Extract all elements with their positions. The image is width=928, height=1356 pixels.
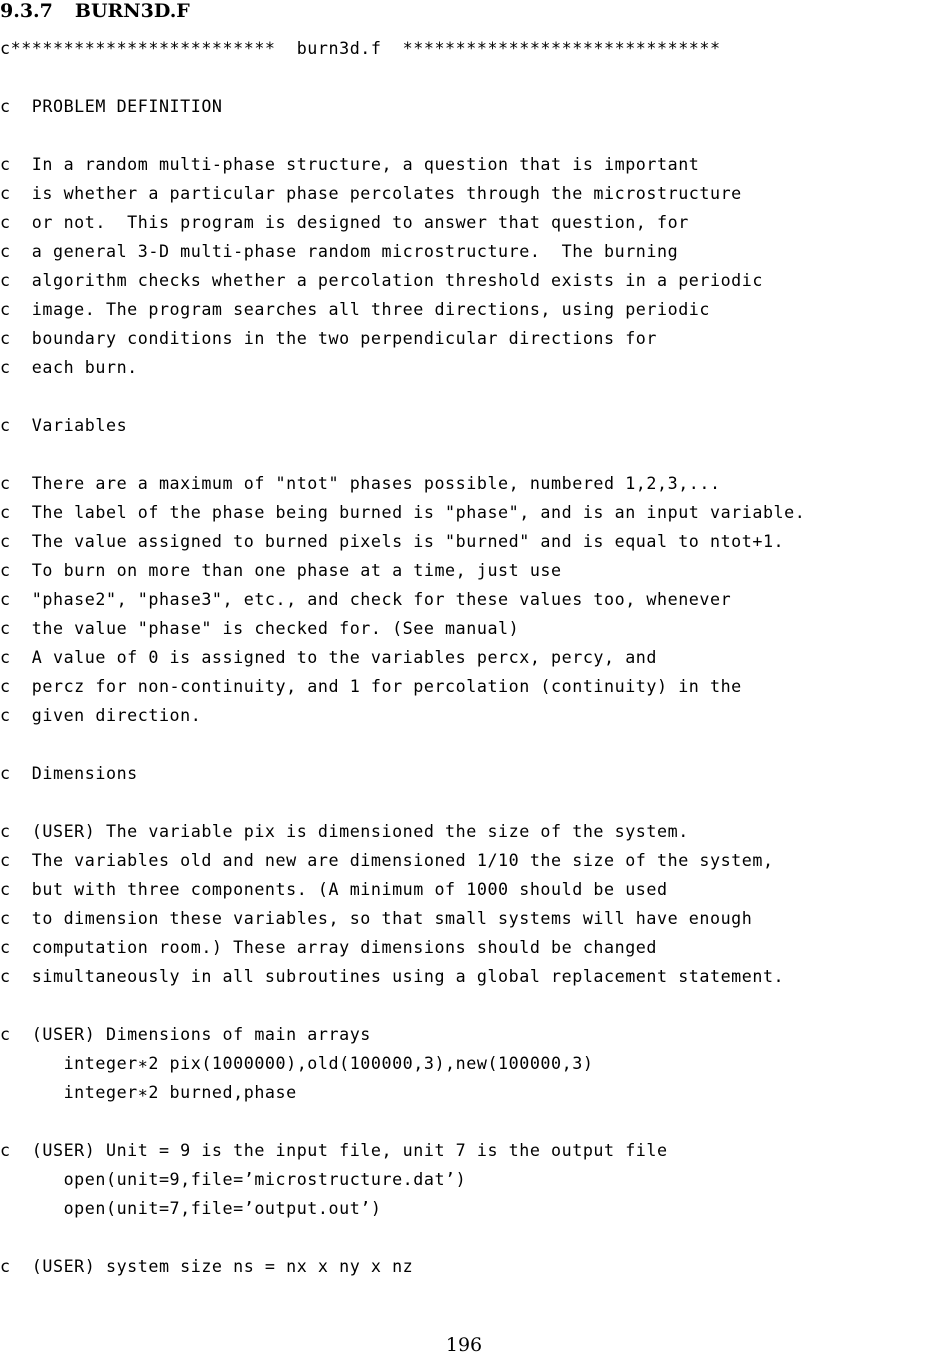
code-line: c (USER) Unit = 9 is the input file, unit 7 is the output file	[0, 1140, 668, 1160]
code-line: c computation room.) These array dimensions should be changed	[0, 937, 657, 957]
code-line: c is whether a particular phase percolates through the microstructure	[0, 183, 742, 203]
code-line: c boundary conditions in the two perpendicular directions for	[0, 328, 657, 348]
blank-line	[0, 382, 928, 411]
code-line: c (USER) system size ns = nx x ny x nz	[0, 1256, 414, 1276]
code-line: c "phase2", "phase3", etc., and check for these values too, whenever	[0, 589, 732, 609]
blank-line	[0, 121, 928, 150]
code-line: c percz for non-continuity, and 1 for percolation (continuity) in the	[0, 676, 742, 696]
code-line: c algorithm checks whether a percolation threshold exists in a periodic	[0, 270, 763, 290]
code-line: c simultaneously in all subroutines using a global replacement statement.	[0, 966, 785, 986]
code-line: c or not. This program is designed to answer that question, for	[0, 212, 689, 232]
code-line: integer∗2 pix(1000000),old(100000,3),new(100000,3)	[0, 1053, 594, 1073]
code-line: c PROBLEM DEFINITION	[0, 96, 223, 116]
code-line: c The label of the phase being burned is "phase", and is an input variable.	[0, 502, 806, 522]
blank-line	[0, 1223, 928, 1252]
code-line: c (USER) The variable pix is dimensioned the size of the system.	[0, 821, 689, 841]
code-line: integer∗2 burned,phase	[0, 1082, 297, 1102]
code-line: c In a random multi-phase structure, a question that is important	[0, 154, 700, 174]
blank-line	[0, 991, 928, 1020]
code-line: open(unit=9,file=’microstructure.dat’)	[0, 1169, 467, 1189]
blank-line	[0, 730, 928, 759]
blank-line	[0, 788, 928, 817]
section-title: BURN3D.F	[74, 0, 190, 22]
code-line: c a general 3-D multi-phase random microstructure. The burning	[0, 241, 679, 261]
code-line: c To burn on more than one phase at a time, just use	[0, 560, 562, 580]
code-line: c but with three components. (A minimum of 1000 should be used	[0, 879, 668, 899]
section-heading	[0, 0, 190, 22]
code-listing	[0, 34, 928, 1281]
code-line: c************************* burn3d.f ******************************	[0, 38, 721, 58]
blank-line	[0, 440, 928, 469]
code-line: c (USER) Dimensions of main arrays	[0, 1024, 371, 1044]
code-line: c A value of 0 is assigned to the variables percx, percy, and	[0, 647, 657, 667]
code-line: c each burn.	[0, 357, 138, 377]
code-line: c the value "phase" is checked for. (See manual)	[0, 618, 520, 638]
code-line: c Variables	[0, 415, 128, 435]
code-line: c given direction.	[0, 705, 202, 725]
code-line: c The value assigned to burned pixels is "burned" and is equal to ntot+1.	[0, 531, 785, 551]
code-line: c The variables old and new are dimensioned 1/10 the size of the system,	[0, 850, 774, 870]
code-line: c image. The program searches all three directions, using periodic	[0, 299, 710, 319]
section-number: 9.3.7	[0, 0, 53, 22]
code-line: open(unit=7,file=’output.out’)	[0, 1198, 382, 1218]
code-line: c to dimension these variables, so that small systems will have enough	[0, 908, 753, 928]
page-number: 196	[445, 1334, 483, 1356]
blank-line	[0, 1107, 928, 1136]
blank-line	[0, 63, 928, 92]
code-line: c Dimensions	[0, 763, 138, 783]
code-line: c There are a maximum of "ntot" phases possible, numbered 1,2,3,...	[0, 473, 721, 493]
